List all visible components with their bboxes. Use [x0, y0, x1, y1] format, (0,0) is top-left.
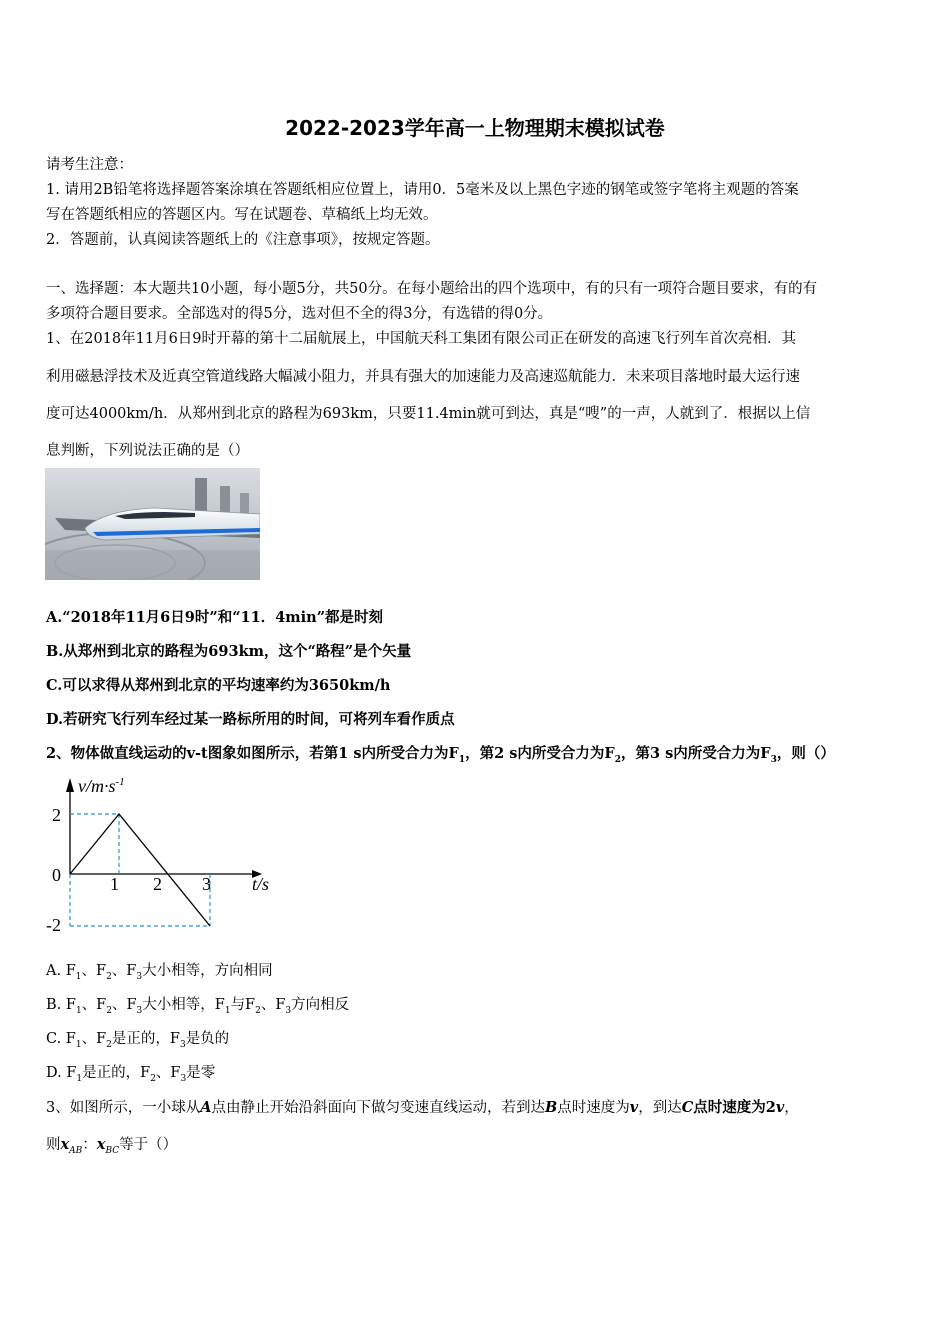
notice-line-1: 1. 请用2B铅笔将选择题答案涂填在答题纸相应位置上，请用0．5毫米及以上黑色字迹的钢笔或签字笔将主观题的答案 — [46, 182, 799, 198]
vt-graph — [40, 770, 290, 944]
notice-heading: 请考生注意： — [46, 157, 133, 173]
q2-stem: 2、物体做直线运动的v-t图象如图所示，若第1 s内所受合力为$F_1$，第2 s内所受合力为$F_2$，第3 s内所受合力为$F_3$，则（） — [46, 745, 835, 765]
notice-line-3: 2．答题前，认真阅读答题纸上的《注意事项》，按规定答题。 — [46, 232, 440, 248]
velocity-line — [70, 814, 210, 926]
q1-stem-line-3: 度可达4000km/h．从郑州到北京的路程为693km，只要11.4min就可到达，真是“嗖”的一声，人就到了．根据以上信 — [46, 406, 811, 422]
x-tick-3: 3 — [202, 874, 211, 894]
q3-stem-line-2: 则$x_{AB}$：$x_{BC}$等于（） — [46, 1136, 178, 1156]
q1-stem-line-4: 息判断，下列说法正确的是（） — [46, 443, 249, 459]
y-tick-2: 2 — [52, 805, 61, 825]
section-intro-line-1: 一、选择题：本大题共10小题，每小题5分，共50分。在每小题给出的四个选项中，有的只有一项符合题目要求，有的有 — [46, 281, 818, 297]
q1-stem-line-2: 利用磁悬浮技术及近真空管道线路大幅减小阻力，并具有强大的加速能力及高速巡航能力．未来项目落地时最大运行速 — [46, 369, 800, 385]
notice-line-2: 写在答题纸相应的答题区内。写在试题卷、草稿纸上均无效。 — [46, 207, 438, 223]
x-axis-label: t/s — [252, 874, 270, 894]
q1-option-d: D.若研究飞行列车经过某一路标所用的时间，可将列车看作质点 — [46, 711, 455, 728]
q1-option-b: B.从郑州到北京的路程为693km，这个“路程”是个矢量 — [46, 643, 412, 660]
q3-stem-line-1: 3、如图所示，一小球从A点由静止开始沿斜面向下做匀变速直线运动，若到达B点时速度为v，到达C点时速度为2v， — [46, 1099, 799, 1116]
y-axis-arrow-icon — [66, 778, 74, 792]
page-title: 2022-2023学年高一上物理期末模拟试卷 — [285, 116, 665, 140]
q1-option-a: A.“2018年11月6日9时”和“11．4min”都是时刻 — [46, 609, 384, 626]
y-axis-label: $v/m\cdot s^{-1}$ — [78, 776, 125, 796]
q2-option-c: C. $F_1$、$F_2$是正的，$F_3$是负的 — [46, 1031, 230, 1050]
q2-option-a: A. $F_1$、$F_2$、$F_3$大小相等，方向相同 — [46, 963, 273, 982]
maglev-train-photo — [45, 468, 260, 580]
q1-stem-line-1: 1、在2018年11月6日9时开幕的第十二届航展上，中国航天科工集团有限公司正在研发的高速飞行列车首次亮相．其 — [46, 331, 797, 347]
q1-option-c: C.可以求得从郑州到北京的平均速率约为3650km/h — [46, 677, 391, 694]
x-tick-1: 1 — [110, 874, 119, 894]
x-tick-2: 2 — [153, 874, 162, 894]
y-tick-0: 0 — [52, 865, 61, 885]
section-intro-line-2: 多项符合题目要求。全部选对的得5分，选对但不全的得3分，有选错的得0分。 — [46, 306, 553, 322]
q2-option-b: B. $F_1$、$F_2$、$F_3$大小相等，$F_1$与$F_2$、$F_3$方向相反 — [46, 997, 350, 1016]
q2-option-d: D. $F_1$是正的，$F_2$、$F_3$是零 — [46, 1065, 216, 1084]
y-tick-neg2: -2 — [46, 915, 61, 935]
